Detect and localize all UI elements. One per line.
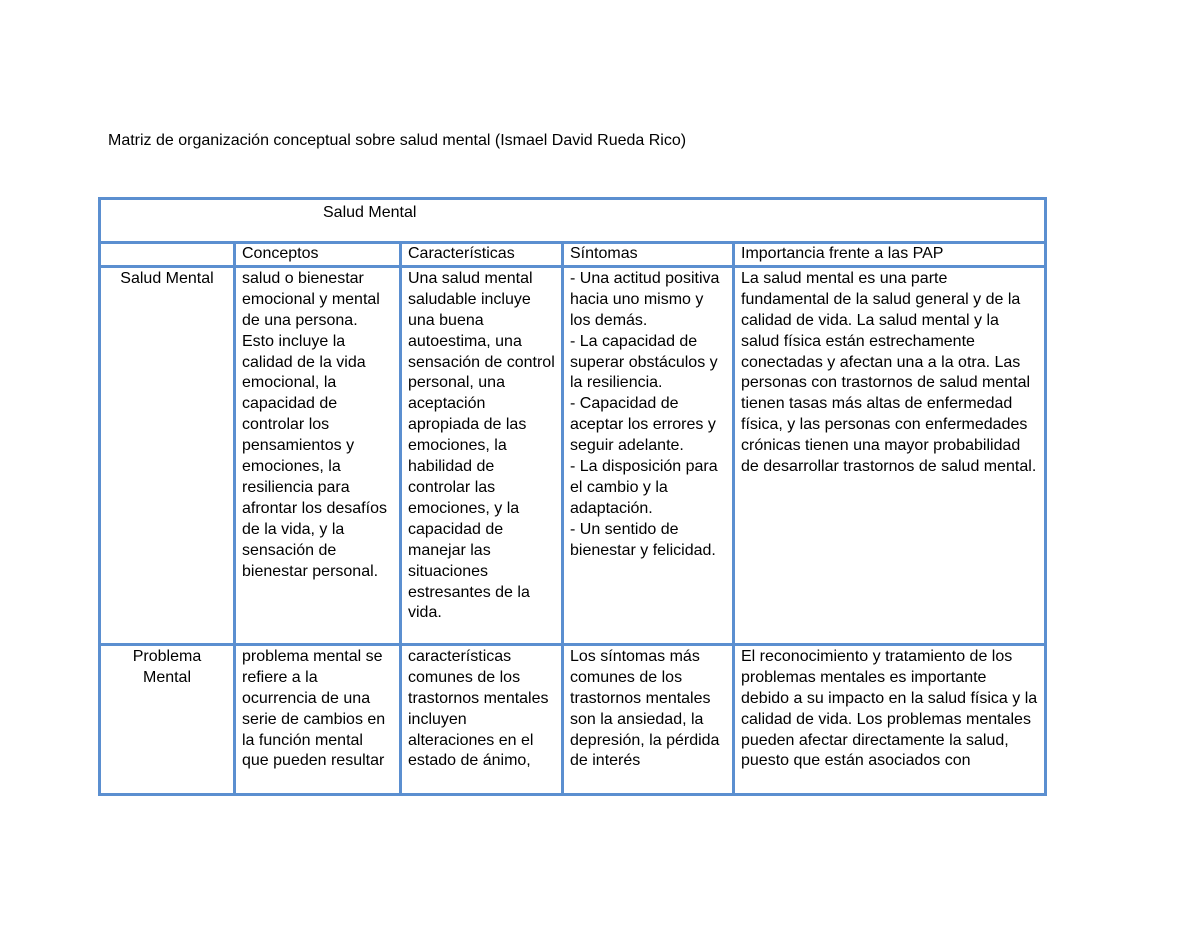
table-row [100, 266, 1046, 644]
document-title: Matriz de organización conceptual sobre salud mental (Ismael David Rueda Rico) [108, 132, 687, 149]
table-main-title: Salud Mental [100, 199, 1046, 243]
cell-conceptos: salud o bienestar emocional y mental de una persona. Esto incluye la calidad de la vida emocional, la capacidad de controlar los pensamientos y emociones, la resiliencia para afrontar los desafíos de la vida, y la sensación de bienestar personal. [235, 266, 401, 644]
cell-caracteristicas: Una salud mental saludable incluye una buena autoestima, una sensación de control personal, una aceptación apropiada de las emociones, la habilidad de controlar las emociones, y la capacidad de manejar las situaciones estresantes de la vida. [401, 266, 563, 644]
table-header-row [100, 243, 1046, 267]
table-title-row [100, 199, 1046, 243]
concept-matrix-table [98, 197, 1047, 796]
table-row [100, 644, 1046, 794]
cell-sintomas: - Una actitud positiva hacia uno mismo y los demás. - La capacidad de superar obstáculos y la resiliencia. - Capacidad de aceptar los errores y seguir adelante. - La disposición para el cambio y la adaptación. - Un sentido de bienestar y felicidad. [563, 266, 734, 644]
header-caracteristicas: Características [401, 243, 563, 267]
cell-caracteristicas: características comunes de los trastornos mentales incluyen alteraciones en el estado de ánimo, [401, 644, 563, 794]
header-conceptos: Conceptos [235, 243, 401, 267]
row-label-salud-mental: Salud Mental [100, 266, 235, 644]
cell-importancia: La salud mental es una parte fundamental de la salud general y de la calidad de vida. La salud mental y la salud física están estrechamente conectadas y afectan una a la otra. Las personas con trastornos de salud mental tienen tasas más altas de enfermedad física, y las personas con enfermedades crónicas tienen una mayor probabilidad de desarrollar trastornos de salud mental. [734, 266, 1046, 644]
cell-importancia: El reconocimiento y tratamiento de los problemas mentales es importante debido a su impacto en la salud física y la calidad de vida. Los problemas mentales pueden afectar directamente la salud, puesto que están asociados con [734, 644, 1046, 794]
header-sintomas: Síntomas [563, 243, 734, 267]
cell-sintomas: Los síntomas más comunes de los trastornos mentales son la ansiedad, la depresión, la pérdida de interés [563, 644, 734, 794]
cell-conceptos: problema mental se refiere a la ocurrencia de una serie de cambios en la función mental que pueden resultar [235, 644, 401, 794]
row-label-problema-mental: Problema Mental [100, 644, 235, 794]
header-importancia: Importancia frente a las PAP [734, 243, 1046, 267]
header-empty-cell [100, 243, 235, 267]
